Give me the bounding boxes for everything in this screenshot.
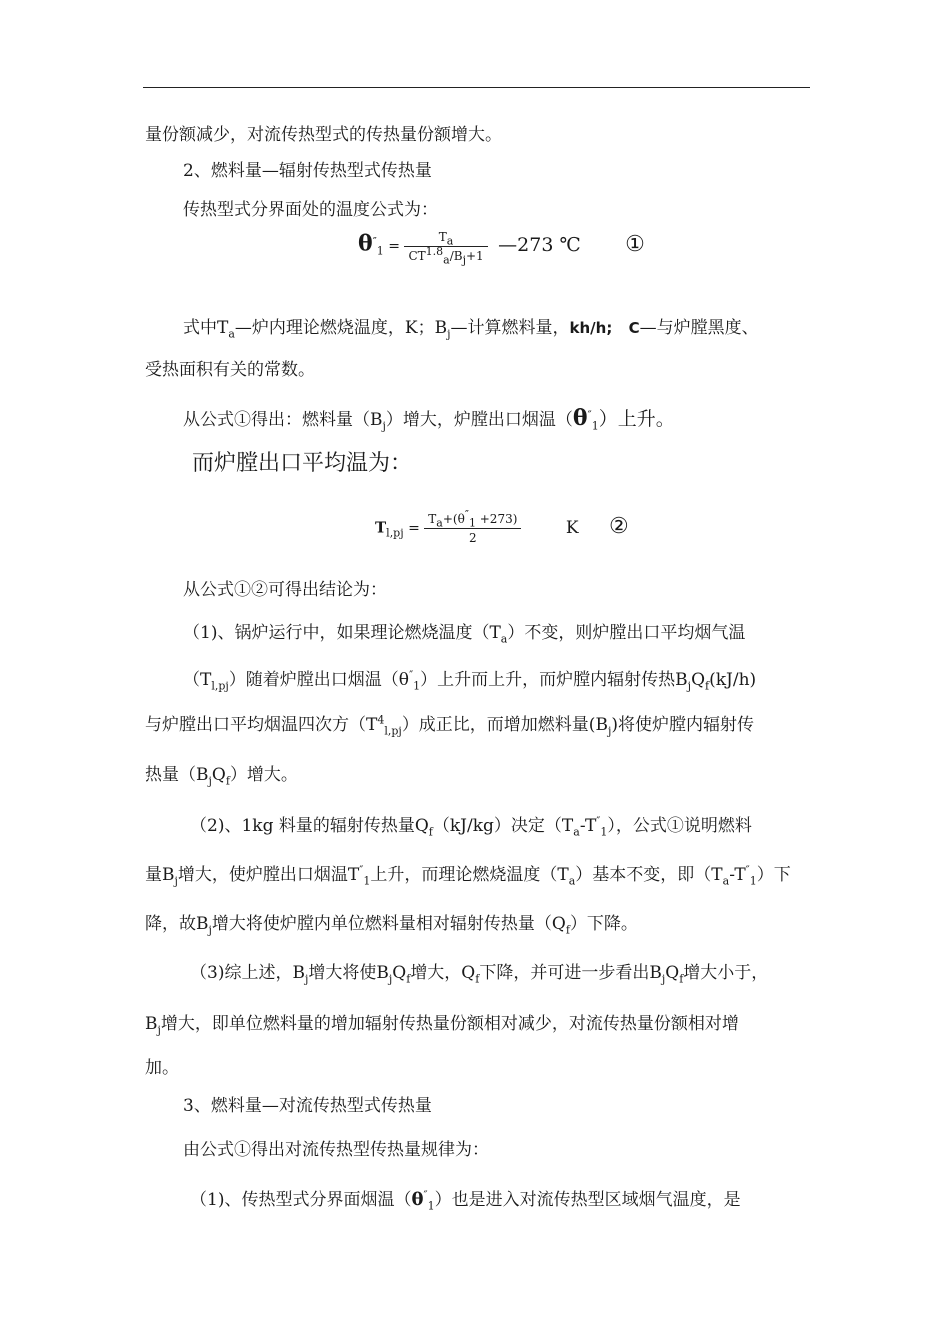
para-line: $B_j$增大，即单位燃料量的增加辐射传热量份额相对减少，对流传热量份额相对增 <box>145 1014 739 1037</box>
header-rule <box>143 87 810 88</box>
para-line: 降，故$B_j$增大将使炉膛内单位燃料量相对辐射传热量$(Q_f)$下降。 <box>145 914 638 937</box>
para-line: 传热型式分界面处的温度公式为： <box>183 200 438 220</box>
section-heading-3: 3、燃料量—对流传热型式传热量 <box>183 1096 432 1116</box>
para-line: 由公式①得出对流传热型传热量规律为： <box>183 1140 489 1160</box>
para-line: （1)、锅炉运行中，如果理论燃烧温度$(T_a)$不变，则炉膛出口平均烟气温 <box>183 623 746 646</box>
para-line: （1)、传热型式分界面烟温$(\theta''_1)$也是进入对流传热型区域烟气温度，是 <box>190 1188 741 1213</box>
section-heading-2: 2、燃料量—辐射传热型式传热量 <box>183 161 432 181</box>
para-line: 受热面积有关的常数。 <box>145 360 315 380</box>
para-line: （2)、1kg 料量的辐射传热量$Q_f(kJ/kg)$决定$(T_a-T''_1)$，公式①说明燃料 <box>190 814 752 839</box>
formula-2: $T_{l,pj}$ = $\frac{T_a+(\theta''_1 +273)}{2}$ K ② <box>375 508 629 545</box>
equation-number: ② <box>609 513 629 539</box>
para-line: 式中$T_a—$炉内理论燃烧温度，K；$B_j—$计算燃料量，kh/h; C—与炉膛黑度、 <box>183 318 759 341</box>
para-line: 与炉膛出口平均烟温四次方$(T^4_{l,pj})$成正比，而增加燃料量$(B_j)$将使炉膛内辐射传 <box>145 713 754 738</box>
formula-2-fraction: $\frac{T_a+(\theta''_1 +273)}{2}$ <box>424 512 521 545</box>
para-line: 量份额减少，对流传热型式的传热量份额增大。 <box>145 125 502 145</box>
para-line: 而炉膛出口平均温为： <box>192 451 413 476</box>
para-line: 从公式①得出：燃料量$(B_j)$增大，炉膛出口烟温$(\theta''_1)$上升。 <box>183 405 675 433</box>
para-line: $(T_{l,pj})$随着炉膛出口烟温$(\theta''_1)$上升而上升，而炉膛内辐射传热$B_jQ_f(kJ/h)$ <box>183 668 757 693</box>
formula-1-fraction: $\frac{T_a}{CT^{1.8}_a/B_j+1}$ <box>404 230 487 263</box>
para-line: 量$B_j$增大，使炉膛出口烟温$T''_1$上升，而理论燃烧温度$(T_a)$基本不变，即$(T_a-T''_1)$下 <box>145 863 791 888</box>
para-line: 加。 <box>145 1058 179 1078</box>
equation-number: ① <box>625 231 645 257</box>
para-line: 热量$(B_jQ_f)$增大。 <box>145 765 298 788</box>
para-line: （3)综上述，$B_j$增大将使$B_jQ_f$增大，$Q_f$下降，并可进一步看出$B_jQ_f$增大小于， <box>190 963 769 986</box>
formula-1: $\theta''_1$ = $\frac{T_a}{CT^{1.8}_a/B_j+1}$ —273 ℃ ① <box>358 230 645 267</box>
para-line: 从公式①②可得出结论为： <box>183 580 387 600</box>
